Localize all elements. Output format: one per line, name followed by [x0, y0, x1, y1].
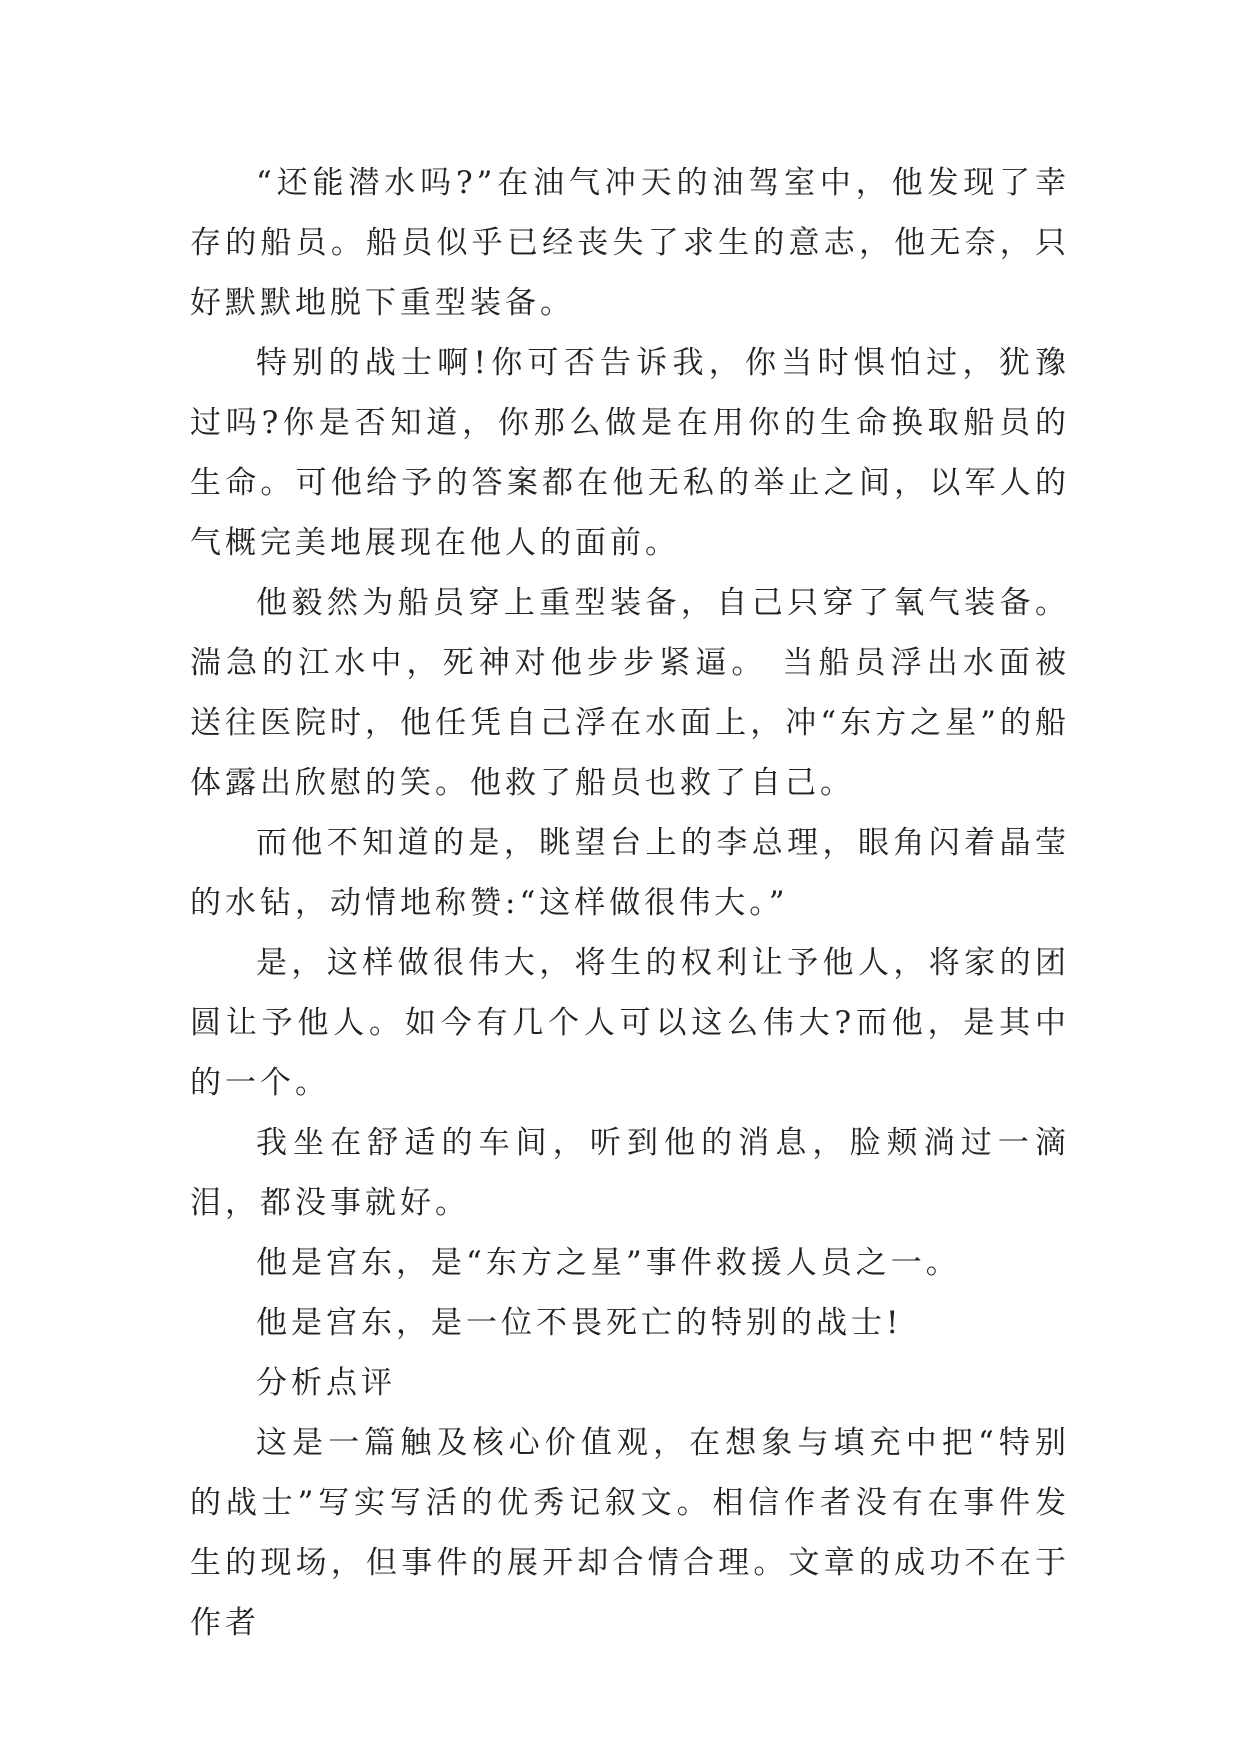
- paragraph: 他毅然为船员穿上重型装备，自己只穿了氧气装备。湍急的江水中，死神对他步步紧逼。 当船员浮出水面被送往医院时，他任凭自己浮在水面上，冲“东方之星”的船体露出欣慰的笑。他救了船员也救了自己。: [190, 585, 1070, 801]
- paragraph: “还能潜水吗?”在油气冲天的油驾室中，他发现了幸存的船员。船员似乎已经丧失了求生的意志，他无奈，只好默默地脱下重型装备。: [190, 165, 1070, 321]
- paragraph: 他是宫东，是“东方之星”事件救援人员之一。: [256, 1245, 961, 1281]
- paragraph: 是，这样做很伟大，将生的权利让予他人，将家的团圆让予他人。如今有几个人可以这么伟大?而他，是其中的一个。: [190, 945, 1070, 1101]
- paragraph: 我坐在舒适的车间，听到他的消息，脸颊淌过一滴泪，都没事就好。: [190, 1125, 1070, 1221]
- article-body: [190, 153, 1070, 1653]
- paragraph: 他是宫东，是一位不畏死亡的特别的战士!: [256, 1305, 903, 1341]
- section-heading: 分析点评: [256, 1365, 396, 1401]
- paragraph: 而他不知道的是，眺望台上的李总理，眼角闪着晶莹的水钻，动情地称赞:“这样做很伟大。”: [190, 825, 1070, 921]
- paragraph: 特别的战士啊!你可否告诉我，你当时惧怕过，犹豫过吗?你是否知道，你那么做是在用你的生命换取船员的生命。可他给予的答案都在他无私的举止之间，以军人的气概完美地展现在他人的面前。: [190, 345, 1070, 561]
- paragraph: 这是一篇触及核心价值观，在想象与填充中把“特别的战士”写实写活的优秀记叙文。相信作者没有在事件发生的现场，但事件的展开却合情合理。文章的成功不在于作者: [190, 1425, 1070, 1641]
